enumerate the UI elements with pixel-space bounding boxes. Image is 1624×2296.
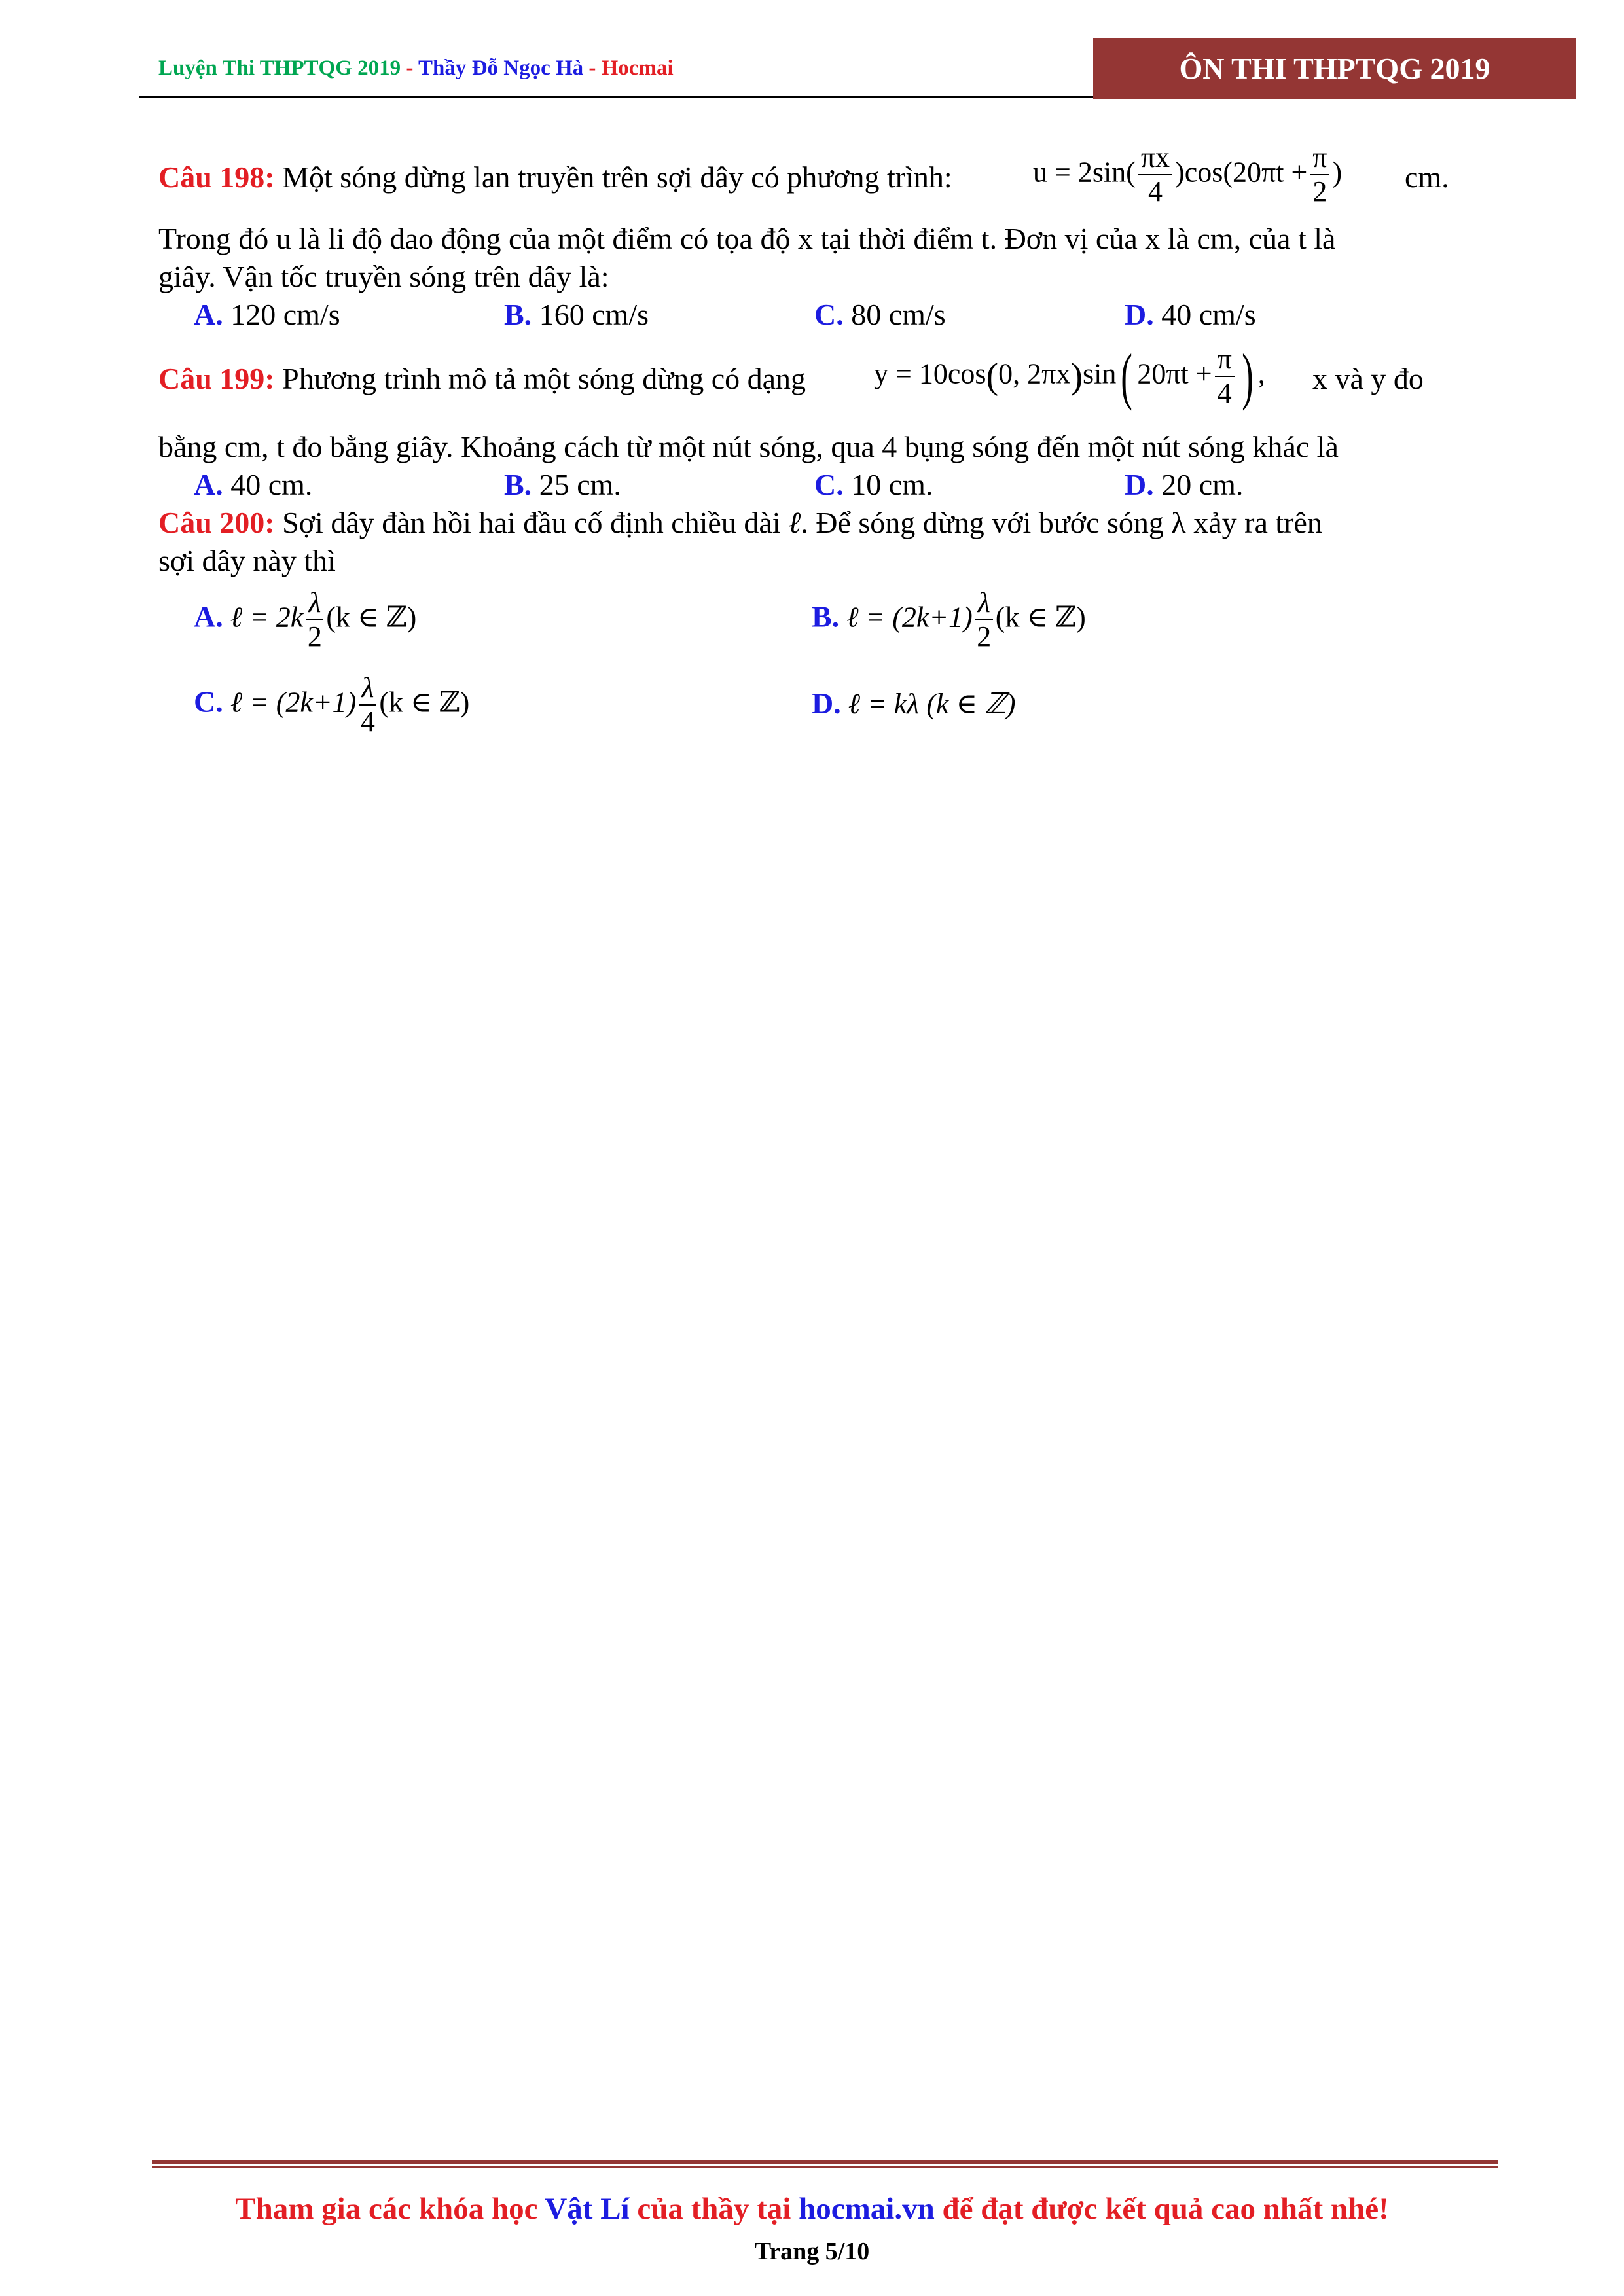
option-formula: (k ∈ ℤ) (326, 601, 417, 634)
header-sep: - (583, 56, 602, 80)
q199-line2: bằng cm, t đo bằng giây. Khoảng cách từ một nút sóng, qua 4 bụng sóng đến một nút sóng khác là (158, 430, 1339, 463)
option-formula: (k ∈ ℤ) (379, 686, 470, 719)
q198-line1 (158, 162, 952, 192)
frac-den: 2 (307, 620, 322, 653)
option-text: 40 cm/s (1153, 298, 1256, 331)
frac-den: 4 (1147, 175, 1163, 208)
frac-num: λ (359, 673, 376, 706)
eq-fraction (1310, 143, 1329, 207)
q199-equation (874, 341, 1265, 412)
q199-option-a[interactable] (194, 470, 312, 500)
q198-line3: giây. Vận tốc truyền sóng trên dây là: (158, 260, 609, 293)
q198-option-b[interactable] (504, 300, 649, 330)
q200-intro: . Để sóng dừng với bước sóng (801, 506, 1164, 539)
eq-text: sin (1083, 357, 1117, 390)
q199-option-b[interactable] (504, 470, 621, 500)
option-label: C. (814, 468, 844, 501)
option-formula: ℓ = kλ (k ∈ ℤ) (848, 688, 1016, 720)
q199-option-c[interactable] (814, 470, 933, 500)
q199-option-d[interactable] (1125, 470, 1243, 500)
q200-option-b[interactable] (812, 588, 1086, 652)
option-text: 40 cm. (223, 468, 313, 501)
footer-rule-thin (152, 2166, 1498, 2168)
frac-den: 4 (360, 706, 375, 738)
footer-text: của thầy tại (629, 2192, 799, 2226)
header-banner: ÔN THI THPTQG 2019 (1093, 38, 1576, 99)
header-course: Luyện Thi THPTQG 2019 (158, 56, 401, 80)
eq-text: , (1257, 357, 1265, 390)
frac-den: 4 (1217, 377, 1232, 410)
frac-den: 2 (977, 620, 992, 653)
q198-unit: cm. (1405, 160, 1449, 194)
q198-label: Câu 198: (158, 160, 275, 194)
q200-label: Câu 200: (158, 506, 275, 539)
option-text: 20 cm. (1153, 468, 1244, 501)
header-sep: - (401, 56, 419, 80)
q198-intro: Một sóng dừng lan truyền trên sợi dây có phương trình: (274, 160, 952, 194)
footer-rule (152, 2160, 1498, 2164)
option-label: D. (1125, 468, 1154, 501)
q200-option-a[interactable] (194, 588, 416, 652)
eq-fraction (306, 588, 323, 652)
eq-text: 20πt + (1137, 357, 1212, 390)
option-text: 25 cm. (532, 468, 621, 501)
eq-paren: ( (1121, 341, 1133, 412)
frac-num: λ (975, 588, 993, 620)
header-teacher: Thầy Đỗ Ngọc Hà (418, 56, 584, 80)
q200-line1 (158, 508, 1322, 538)
eq-text: ) (1332, 156, 1343, 188)
eq-text: 0, 2πx (998, 357, 1071, 390)
eq-text: u = 2sin( (1033, 156, 1136, 188)
eq-fraction (1138, 143, 1172, 207)
option-text: 80 cm/s (843, 298, 946, 331)
footer-text: để đạt được kết quả cao nhất nhé! (934, 2192, 1389, 2226)
option-label: A. (194, 298, 223, 331)
frac-num: π (1310, 143, 1329, 175)
page-number: Trang 5/10 (754, 2238, 870, 2265)
footer-text: Tham gia các khóa học (235, 2192, 545, 2226)
lambda-symbol: λ (1171, 506, 1186, 539)
q199-label: Câu 199: (158, 362, 275, 395)
q199-tail: x và y đo (1312, 362, 1424, 395)
q199-line1 (158, 364, 806, 394)
header-rule (139, 96, 1094, 98)
option-text: 10 cm. (843, 468, 933, 501)
frac-num: πx (1138, 143, 1172, 175)
eq-fraction (359, 673, 376, 737)
q200-option-c[interactable] (194, 673, 469, 737)
eq-paren: ) (1070, 356, 1083, 397)
option-text: 120 cm/s (223, 298, 340, 331)
frac-den: 2 (1312, 175, 1327, 208)
option-label: D. (1125, 298, 1154, 331)
q200-intro: xảy ra trên (1185, 506, 1322, 539)
header-site: Hocmai (601, 56, 674, 80)
option-formula: ℓ = 2k (230, 601, 304, 634)
eq-text: y = 10cos (874, 357, 986, 390)
option-label: A. (194, 468, 223, 501)
q198-equation (1033, 143, 1342, 207)
q198-option-c[interactable] (814, 300, 946, 330)
header-title (158, 56, 674, 81)
option-formula: ℓ = (2k+1) (230, 686, 357, 719)
eq-paren: ( (986, 356, 999, 397)
eq-text: )cos(20πt + (1175, 156, 1308, 188)
footer-promo (0, 2191, 1624, 2227)
q198-line2: Trong đó u là li độ dao động của một điểm có tọa độ x tại thời điểm t. Đơn vị của x là cm, của t là (158, 222, 1336, 255)
q200-option-d[interactable] (812, 689, 1016, 719)
option-formula: (k ∈ ℤ) (995, 601, 1086, 634)
eq-fraction (975, 588, 993, 652)
option-label: A. (194, 600, 223, 634)
option-formula: ℓ = (2k+1) (846, 601, 973, 634)
q198-option-a[interactable] (194, 300, 340, 330)
option-label: C. (194, 685, 223, 719)
option-label: B. (504, 298, 532, 331)
footer-subject: Vật Lí (545, 2192, 630, 2226)
frac-num: π (1215, 344, 1235, 377)
option-label: C. (814, 298, 844, 331)
option-label: B. (812, 600, 840, 634)
option-text: 160 cm/s (532, 298, 649, 331)
frac-num: λ (306, 588, 323, 620)
eq-fraction (1215, 344, 1235, 408)
option-label: D. (812, 687, 841, 720)
ell-symbol: ℓ (788, 506, 801, 539)
eq-paren: ) (1242, 341, 1254, 412)
q200-intro: Sợi dây đàn hồi hai đầu cố định chiều dài (274, 506, 781, 539)
q198-option-d[interactable] (1125, 300, 1256, 330)
q199-intro: Phương trình mô tả một sóng dừng có dạng (274, 362, 806, 395)
q200-line2: sợi dây này thì (158, 544, 336, 577)
option-label: B. (504, 468, 532, 501)
footer-link[interactable]: hocmai.vn (799, 2192, 935, 2226)
